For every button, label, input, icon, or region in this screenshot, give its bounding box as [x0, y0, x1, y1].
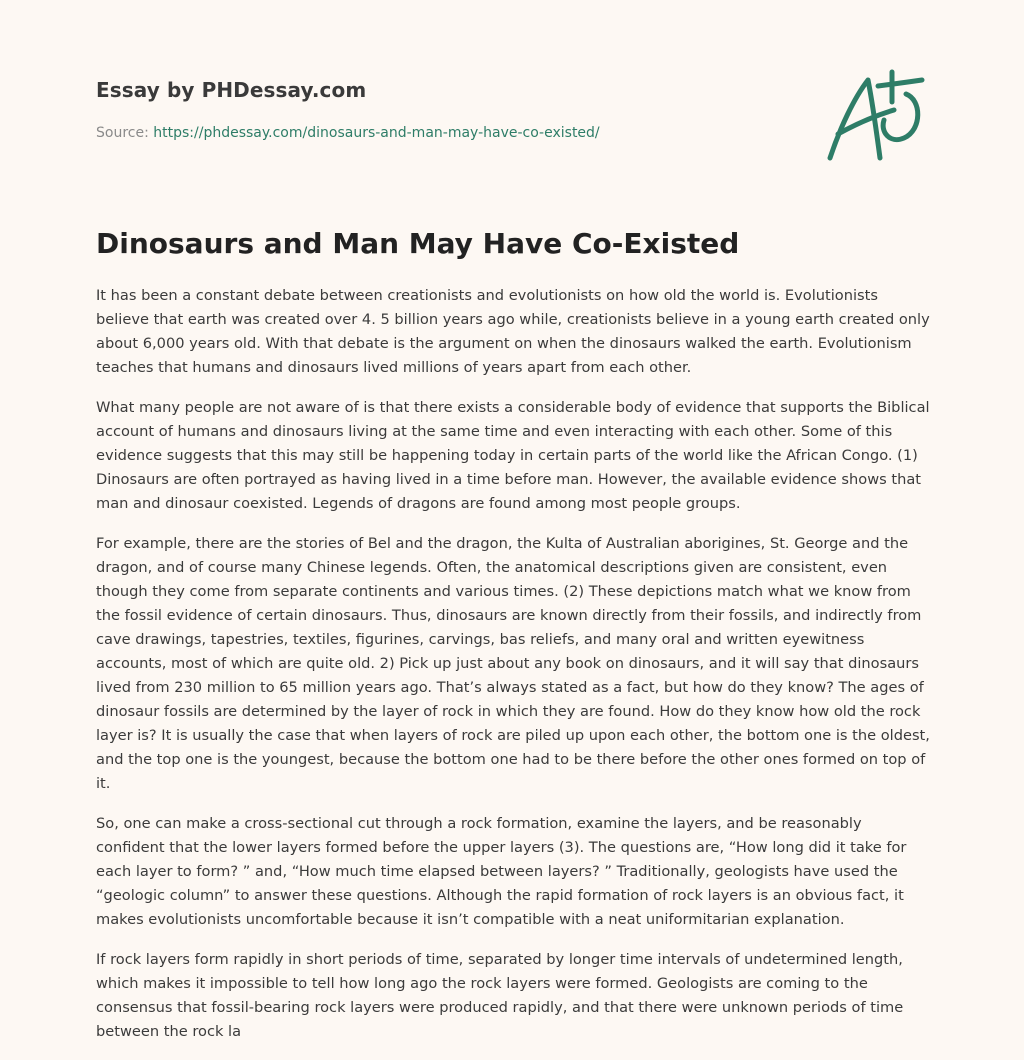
site-brand: Essay by PHDessay.com — [96, 78, 367, 102]
source-label: Source: — [96, 125, 154, 141]
paragraph: For example, there are the stories of Bel and the dragon, the Kulta of Australian aborigines, St. George and the dragon, and of course many Chinese legends. Often, the anatomical descriptions given are consistent, even though they come from separate continents and various times. (2) These depictions match what we know from the fossil evidence of certain dinosaurs. Thus, dinosaurs are known directly from their fossils, and indirectly from cave drawings, tapestries, textiles, figurines, carvings, bas reliefs, and many oral and written eyewitness accounts, most of which are quite old. 2) Pick up just about any book on dinosaurs, and it will say that dinosaurs lived from 230 million to 65 million years ago. That’s always stated as a fact, but how do they know? The ages of dinosaur fossils are determined by the layer of rock in which they are found. How do they know how old the rock layer is? It is usually the case that when layers of rock are piled up upon each other, the bottom one is the oldest, and the top one is the youngest, because the bottom one had to be there before the other ones formed on top of it. — [96, 535, 930, 792]
source-line — [96, 123, 796, 143]
a-plus-grade-icon — [822, 66, 930, 166]
paragraph: So, one can make a cross-sectional cut through a rock formation, examine the layers, and be reasonably confident that the lower layers formed before the upper layers (3). The questions are, “How long did it take for each layer to form? ” and, “How much time elapsed between layers? ” Traditionally, geologists have used the “geologic column” to answer these questions. Although the rapid formation of rock layers is an obvious fact, it makes evolutionists uncomfortable because it isn’t compatible with a neat uniformitarian explanation. — [96, 815, 907, 928]
paragraph: If rock layers form rapidly in short periods of time, separated by longer time intervals of undetermined length, which makes it impossible to tell how long ago the rock layers were formed. Geologists are coming to the consensus that fossil-bearing rock layers were produced rapidly, and that there were unknown periods of time between the rock la — [96, 951, 904, 1040]
article-body — [96, 284, 932, 1060]
paragraph: It has been a constant debate between creationists and evolutionists on how old the world is. Evolutionists believe that earth was created over 4. 5 billion years ago while, creationists believe in a young earth created only about 6,000 years old. With that debate is the argument on when the dinosaurs walked the earth. Evolutionism teaches that humans and dinosaurs lived millions of years apart from each other. — [96, 287, 930, 376]
a-plus-logo-svg — [822, 66, 930, 166]
source-link[interactable]: https://phdessay.com/dinosaurs-and-man-may-have-co-existed/ — [153, 125, 600, 141]
paragraph: What many people are not aware of is that there exists a considerable body of evidence that supports the Biblical account of humans and dinosaurs living at the same time and even interacting with each other. Some of this evidence suggests that this may still be happening today in certain parts of the world like the African Congo. (1) Dinosaurs are often portrayed as having lived in a time before man. However, the available evidence shows that man and dinosaur coexisted. Legends of dragons are found among most people groups. — [96, 399, 930, 512]
article-title: Dinosaurs and Man May Have Co-Existed — [96, 227, 740, 260]
plus-swirl-stroke — [883, 94, 918, 140]
page-header — [96, 76, 796, 143]
plus-horizontal-stroke — [878, 80, 922, 86]
